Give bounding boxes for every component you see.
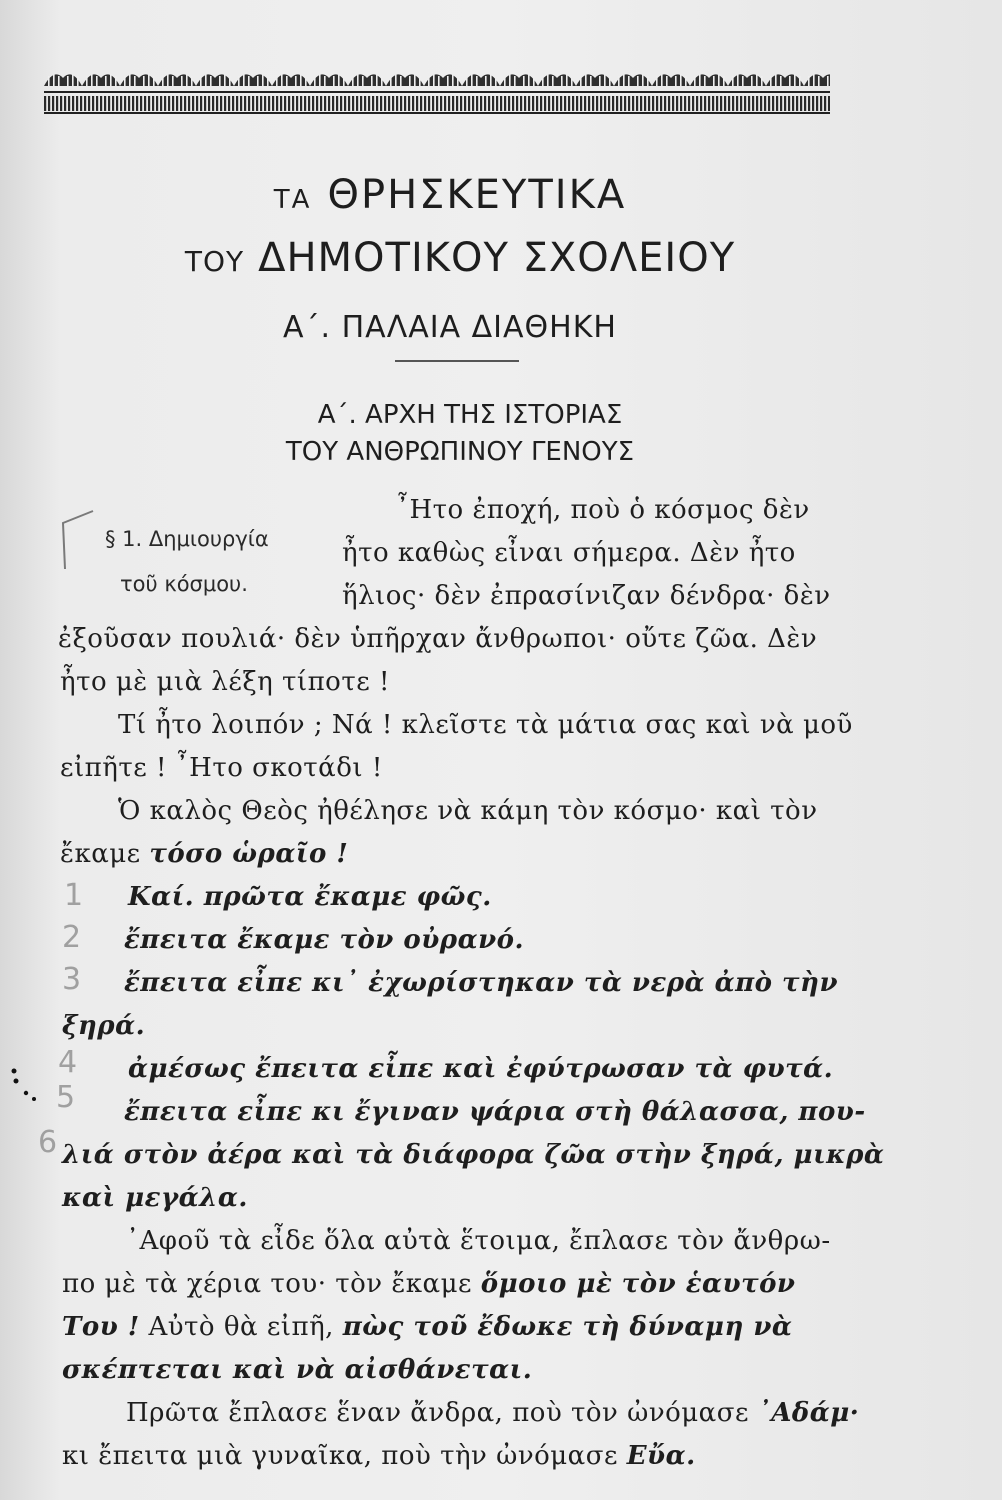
text-line: ῏Ητο ἐποχή, ποὺ ὁ κόσμος δὲν [396,495,810,525]
emphasis-line: σκέπτεται καὶ νὰ αἰσθάνεται. [62,1355,533,1385]
decorative-header-border [44,66,830,118]
text-line: ἐξοῦσαν πουλιά· δὲν ὑπῆρχαν ἄνθρωποι· οὔτε ζῶα. Δὲν [58,624,818,654]
emphasis-line: καὶ μεγάλα. [62,1183,248,1213]
emphasis-text: ὅμοιο μὲ τὸν ἑαυτόν [480,1269,796,1299]
emphasis-line: ξηρά. [62,1011,146,1041]
emphasis-line: Καί. πρῶτα ἔκαμε φῶς. [128,882,492,912]
text-run: πο μὲ τὰ χέρια του· τὸν ἔκαμε [62,1269,481,1299]
pencil-number: 2 [62,920,82,955]
text-line [62,1312,792,1342]
text-line: Τί ἦτο λοιπόν ; Νά ! κλεῖστε τὰ μάτια σας καὶ νὰ μοῦ [118,710,853,740]
title-line-1 [170,172,730,218]
pencil-bracket-mark [55,505,95,575]
text-run: ἔκαμε [60,839,150,869]
text-line [62,1269,795,1299]
emphasis-line: ἔπειτα ἔκαμε τὸν οὐρανό. [124,925,525,955]
emphasis-text: ᾿Αδάμ· [757,1398,860,1428]
ink-dots [8,1065,48,1105]
emphasis-text: πὼς τοῦ ἔδωκε τὴ δύναμη νὰ [342,1312,793,1342]
margin-note-line-1: § 1. Δημιουργία [105,527,269,551]
title-article-2: ΤΟΥ [184,245,245,278]
emphasis-text: Του ! [62,1312,140,1342]
title-line-2 [100,235,820,281]
emphasis-text: τόσο ὡραῖο ! [149,839,349,869]
text-line [62,1441,696,1471]
text-run: κι ἔπειτα μιὰ γυναῖκα, ποὺ τὴν ὠνόμασε [62,1441,627,1471]
divider [395,360,519,362]
text-line [60,839,348,869]
pencil-number: 3 [62,962,82,997]
text-line: Ὁ καλὸς Θεὸς ἠθέλησε νὰ κάμη τὸν κόσμο· καὶ τὸν [118,796,818,826]
chapter-title-line-1: Α΄. ΑΡΧΗ ΤΗΣ ΙΣΤΟΡΙΑΣ [317,400,623,430]
title-main-2: ΔΗΜΟΤΙΚΟΥ ΣΧΟΛΕΙΟΥ [258,235,736,281]
pencil-number: 1 [64,878,84,913]
pencil-number: 6 [38,1125,58,1160]
text-line: ᾿Αφοῦ τὰ εἶδε ὅλα αὐτὰ ἕτοιμα, ἔπλασε τὸν ἄνθρω- [126,1226,831,1256]
text-line: ἦτο καθὼς εἶναι σήμερα. Δὲν ἦτο [342,538,796,568]
emphasis-line: ἀμέσως ἔπειτα εἶπε καὶ ἐφύτρωσαν τὰ φυτά. [128,1054,834,1084]
emphasis-line: ἔπειτα εἶπε κι ἔγιναν ψάρια στὴ θάλασσα, που- [124,1097,866,1127]
text-line: εἰπῆτε ! ῏Ητο σκοτάδι ! [60,753,383,783]
margin-note-line-2: τοῦ κόσμου. [120,572,248,596]
emphasis-line: ἔπειτα εἶπε κι᾿ ἐχωρίστηκαν τὰ νερὰ ἀπὸ τὴν [124,968,838,998]
text-line: ἦτο μὲ μιὰ λέξη τίποτε ! [60,667,390,697]
title-main: ΘΡΗΣΚΕΥΤΙΚΑ [327,172,627,218]
text-line: ἥλιος· δὲν ἐπρασίνιζαν δένδρα· δὲν [342,581,831,611]
section-title: Α΄. ΠΑΛΑΙΑ ΔΙΑΘΗΚΗ [283,310,617,345]
emphasis-text: Εὔα. [626,1441,696,1471]
text-line [126,1398,859,1428]
title-article: ΤΑ [273,185,312,215]
chapter-title-line-2: ΤΟΥ ΑΝΘΡΩΠΙΝΟΥ ΓΕΝΟΥΣ [285,437,635,467]
text-run: Πρῶτα ἔπλασε ἕναν ἄνδρα, ποὺ τὸν ὠνόμασε [126,1398,758,1428]
emphasis-line: λιά στὸν ἀέρα καὶ τὰ διάφορα ζῶα στὴν ξηρά, μικρὰ [62,1140,885,1170]
pencil-number: 5 [56,1080,76,1115]
pencil-number: 4 [58,1045,78,1080]
text-run: Αὐτὸ θὰ εἰπῆ, [139,1312,343,1342]
